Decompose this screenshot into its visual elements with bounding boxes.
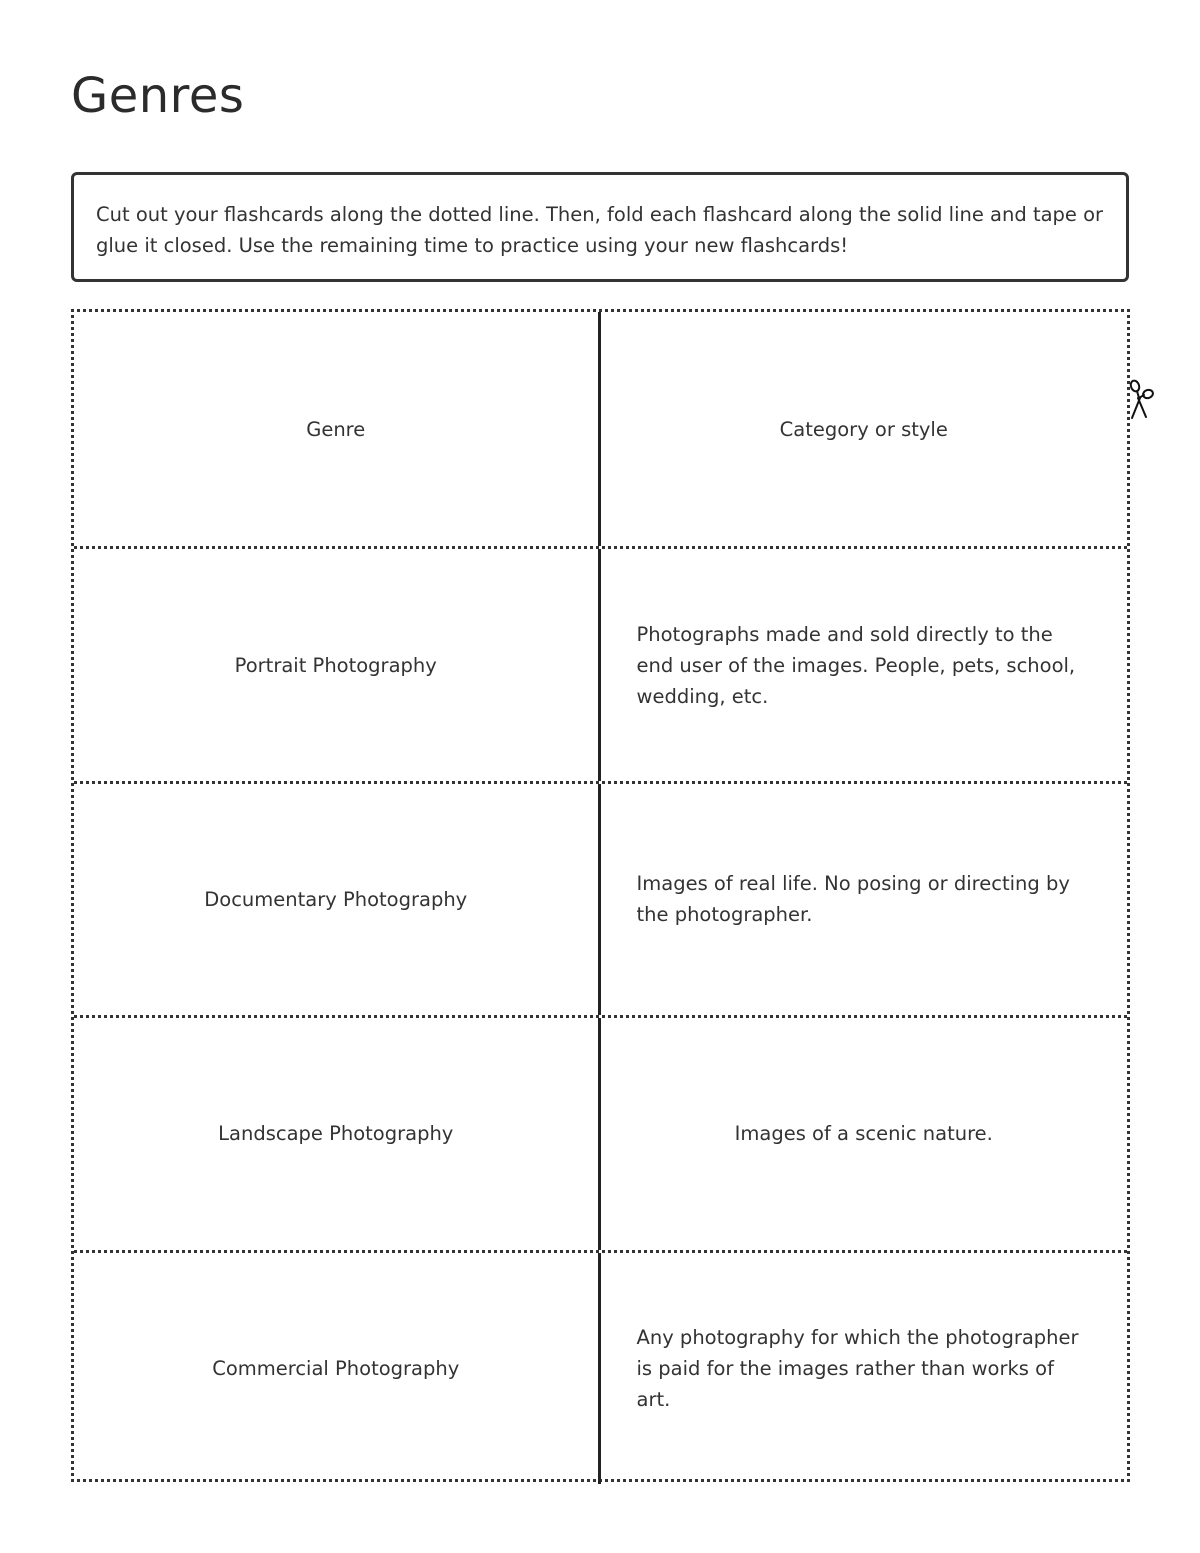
flashcard-sheet	[71, 309, 1130, 1482]
flashcard-row	[74, 1250, 1127, 1484]
instructions-text: Cut out your flashcards along the dotted line. Then, fold each flashcard along the solid line and tape or glue it closed. Use the remaining time to practice using your new flashcards!	[96, 203, 1104, 257]
flashcard-front: Landscape Photography	[74, 1018, 601, 1249]
flashcard-front: Commercial Photography	[74, 1253, 601, 1484]
flashcard-back: Any photography for which the photographer is paid for the images rather than works of art.	[636, 1325, 1079, 1411]
flashcard-front: Portrait Photography	[74, 549, 601, 780]
scissors-icon	[1124, 376, 1158, 420]
flashcard-back: Images of a scenic nature.	[734, 1122, 993, 1146]
flashcard-back: Category or style	[779, 417, 948, 441]
flashcard-row	[74, 312, 1127, 546]
flashcard-front: Documentary Photography	[74, 784, 601, 1015]
flashcard-back: Images of real life. No posing or directing by the photographer.	[636, 872, 1070, 927]
page-title: Genres	[71, 68, 245, 124]
flashcard-row	[74, 546, 1127, 780]
flashcard-row	[74, 781, 1127, 1015]
flashcard-front: Genre	[74, 312, 601, 546]
flashcard-back: Photographs made and sold directly to the end user of the images. People, pets, school, wedding, etc.	[636, 622, 1076, 708]
instructions-box	[71, 172, 1129, 282]
flashcard-row	[74, 1015, 1127, 1249]
